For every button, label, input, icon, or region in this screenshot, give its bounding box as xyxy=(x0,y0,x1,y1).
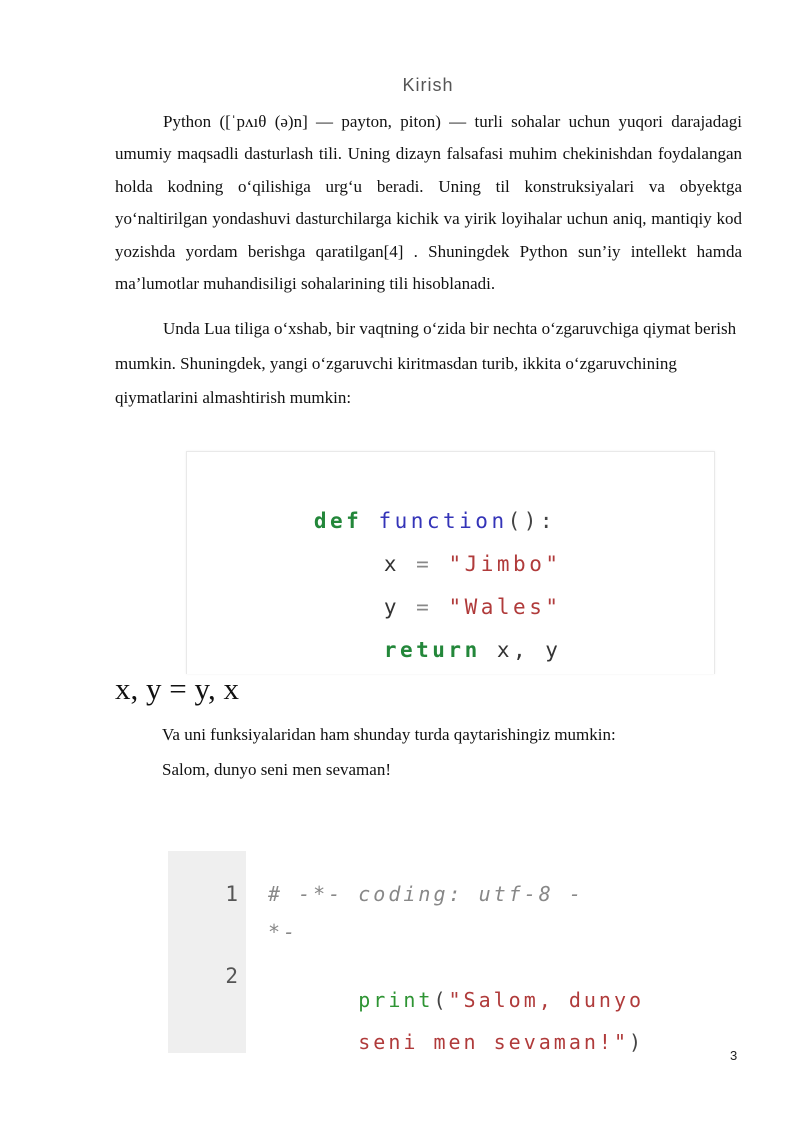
assignment-paragraph: Unda Lua tiliga oʻxshab, bir vaqtning oʻzida bir nechta oʻzgaruvchiga qiymat berish mumkin. Shuningdek, yangi oʻzgaruvchi kiritmasdan turib, ikkita oʻzgaruvchining qiymatlarini almashtirish mumkin: xyxy=(115,319,737,407)
x-value: "Jimbo" xyxy=(448,552,562,576)
print-line-b xyxy=(268,1006,644,1078)
return-keyword: return xyxy=(383,638,481,662)
intro-paragraph: Python ([ˈpʌıθ (ə)n] — payton, piton) — turli sohalar uchun yuqori darajadagi umumiy maqsadli dasturlash tili. Uning dizayn falsafasi muhim chekinishdan foydalangan holda kodning oʻqilishiga urgʻu beradi. Uning til konstruksiyalari va obyektga yoʻnaltirilgan yondashuvi dasturchilarga kichik va yirik loyihalar uchun aniq, mantiqiy kod yozishda yordam berishga qaratilgan[4] . Shuningdek Python sun’iy intellekt hamda ma’lumotlar muhandisiligi sohalarining tili hisoblanadi. xyxy=(115,112,742,294)
line-number-1: 1 xyxy=(225,882,238,906)
print-string-a: "Salom, dunyo xyxy=(448,988,645,1012)
swap-statement: x, y = y, x xyxy=(115,671,239,706)
line-number-gutter xyxy=(168,851,246,1053)
return-sentence: Va uni funksiyalaridan ham shunday turda qaytarishingiz mumkin: xyxy=(162,725,616,744)
print-open-paren: ( xyxy=(433,988,449,1012)
line-number-2: 2 xyxy=(225,964,238,988)
x-equals: = xyxy=(416,552,433,576)
return-values: x, y xyxy=(496,638,562,662)
hello-sentence: Salom, dunyo seni men sevaman! xyxy=(162,760,391,779)
code-line-return xyxy=(287,614,561,686)
print-function: print xyxy=(358,988,434,1012)
def-keyword: def xyxy=(313,509,363,533)
y-value: "Wales" xyxy=(448,595,562,619)
function-parens: (): xyxy=(507,509,557,533)
section-heading: Kirish xyxy=(402,75,454,95)
y-variable: y xyxy=(383,595,401,619)
page-number: 3 xyxy=(730,1048,738,1063)
print-string-b: seni men sevaman!" xyxy=(358,1030,629,1054)
code-block-print xyxy=(168,851,678,1053)
function-name: function xyxy=(378,509,508,533)
coding-comment-line-b: *- xyxy=(268,920,299,944)
code-block-function xyxy=(186,451,715,674)
print-close-paren: ) xyxy=(629,1030,645,1054)
coding-comment-line-a: # -*- coding: utf-8 - xyxy=(268,882,584,906)
x-variable: x xyxy=(383,552,401,576)
y-equals: = xyxy=(416,595,433,619)
